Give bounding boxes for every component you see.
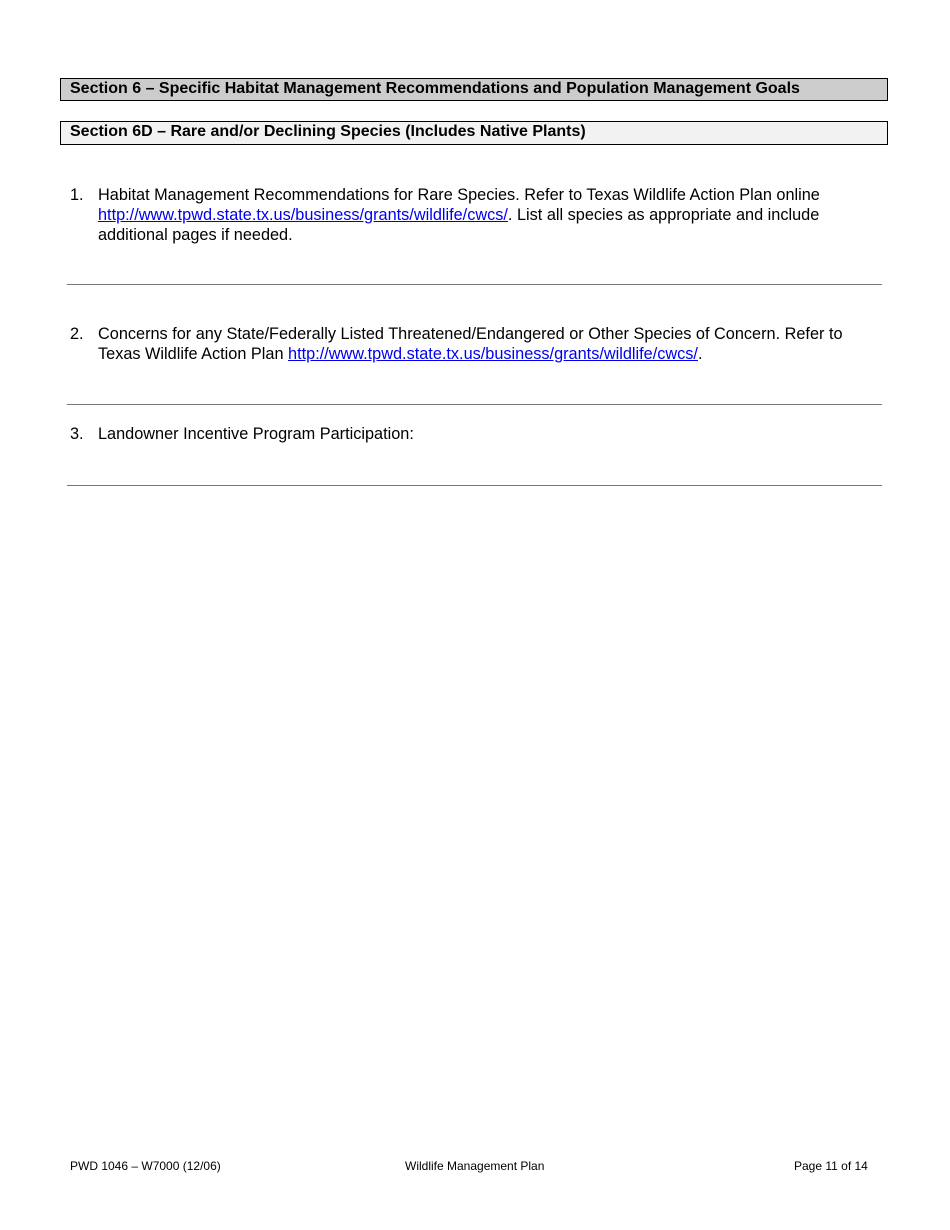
answer-line-2: [67, 404, 882, 405]
list-item-1-number: 1.: [70, 186, 84, 204]
list-item-1-text: Habitat Management Recommendations for Rare Species. Refer to Texas Wildlife Action Plan online: [98, 186, 820, 204]
section-6d-header: [60, 121, 888, 145]
list-item-2-text: Concerns for any State/Federally Listed Threatened/Endangered or Other Species of Concern. Refer to Texas Wildlife Action Plan: [98, 325, 843, 363]
answer-line-1: [67, 284, 882, 285]
section-6-header: [60, 78, 888, 101]
list-item-2: [70, 324, 880, 364]
list-item-3-number: 3.: [70, 425, 84, 443]
footer-page-number: Page 11 of 14: [794, 1159, 868, 1173]
footer-form-id: PWD 1046 – W7000 (12/06): [70, 1159, 221, 1173]
list-item-1: [70, 185, 880, 245]
list-item-1-text-after: . List all species as appropriate and include additional pages if needed.: [98, 206, 820, 244]
answer-line-3: [67, 485, 882, 486]
list-item-2-number: 2.: [70, 325, 84, 343]
section-6d-title: Section 6D – Rare and/or Declining Species (Includes Native Plants): [70, 123, 586, 140]
section-6-title: Section 6 – Specific Habitat Management Recommendations and Population Management Goals: [70, 80, 800, 97]
list-item-3: [70, 424, 880, 444]
list-item-2-text-after: .: [697, 345, 703, 363]
tpwd-cwcs-link-1[interactable]: http://www.tpwd.state.tx.us/business/grants/wildlife/cwcs/: [98, 206, 508, 224]
tpwd-cwcs-link-2[interactable]: http://www.tpwd.state.tx.us/business/grants/wildlife/cwcs/: [288, 345, 698, 363]
footer-doc-title: Wildlife Management Plan: [405, 1159, 545, 1173]
list-item-3-text: Landowner Incentive Program Participation:: [98, 425, 414, 443]
